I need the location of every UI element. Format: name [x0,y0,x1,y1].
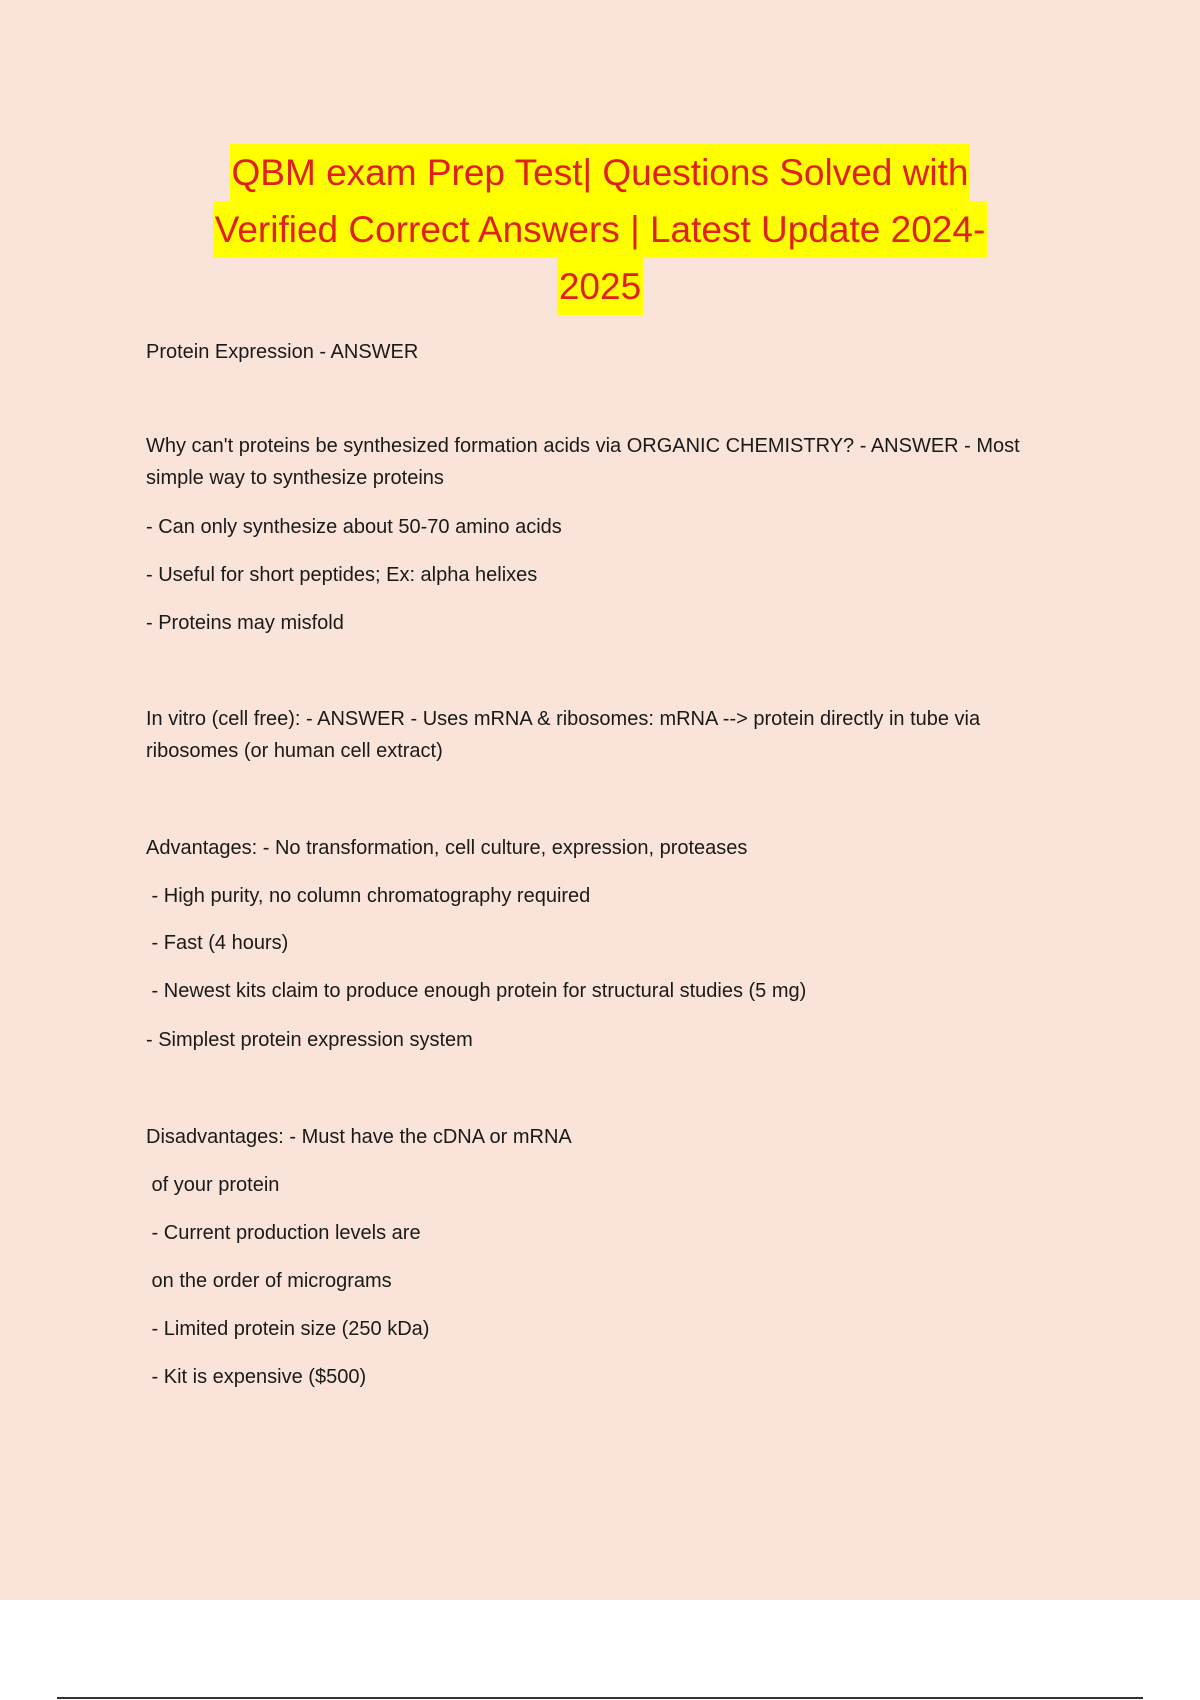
bullet-item: - Newest kits claim to produce enough protein for structural studies (5 mg) [146,980,807,1002]
bullet-item: - Can only synthesize about 50-70 amino acids [146,516,562,538]
bullet-item: - Current production levels are [146,1222,421,1244]
bullet-item: - Kit is expensive ($500) [146,1366,367,1388]
bullet-item: - Proteins may misfold [146,612,344,634]
bullet-item: - Simplest protein expression system [146,1029,473,1051]
footer-divider [57,1697,1143,1699]
bullet-item: - High purity, no column chromatography required [146,885,591,907]
bullet-item: - Limited protein size (250 kDa) [146,1318,430,1340]
section-heading-protein-expression: Protein Expression - ANSWER [146,341,419,363]
question-line: simple way to synthesize proteins [146,467,444,489]
title-line: QBM exam Prep Test| Questions Solved with [230,144,971,201]
question-line: Why can't proteins be synthesized formation acids via ORGANIC CHEMISTRY? - ANSWER - Most [146,435,1020,457]
bullet-item: on the order of micrograms [146,1270,392,1292]
bullet-item: - Fast (4 hours) [146,932,289,954]
advantages-heading: Advantages: - No transformation, cell culture, expression, proteases [146,837,748,859]
in-vitro-line: ribosomes (or human cell extract) [146,740,443,762]
title-line: Verified Correct Answers | Latest Update 2024- [213,201,988,258]
document-title [0,144,1200,315]
title-line: 2025 [557,258,643,315]
bullet-item: of your protein [146,1174,280,1196]
disadvantages-heading: Disadvantages: - Must have the cDNA or mRNA [146,1126,572,1148]
in-vitro-line: In vitro (cell free): - ANSWER - Uses mRNA & ribosomes: mRNA --> protein directly in tube via [146,708,981,730]
bullet-item: - Useful for short peptides; Ex: alpha helixes [146,564,538,586]
